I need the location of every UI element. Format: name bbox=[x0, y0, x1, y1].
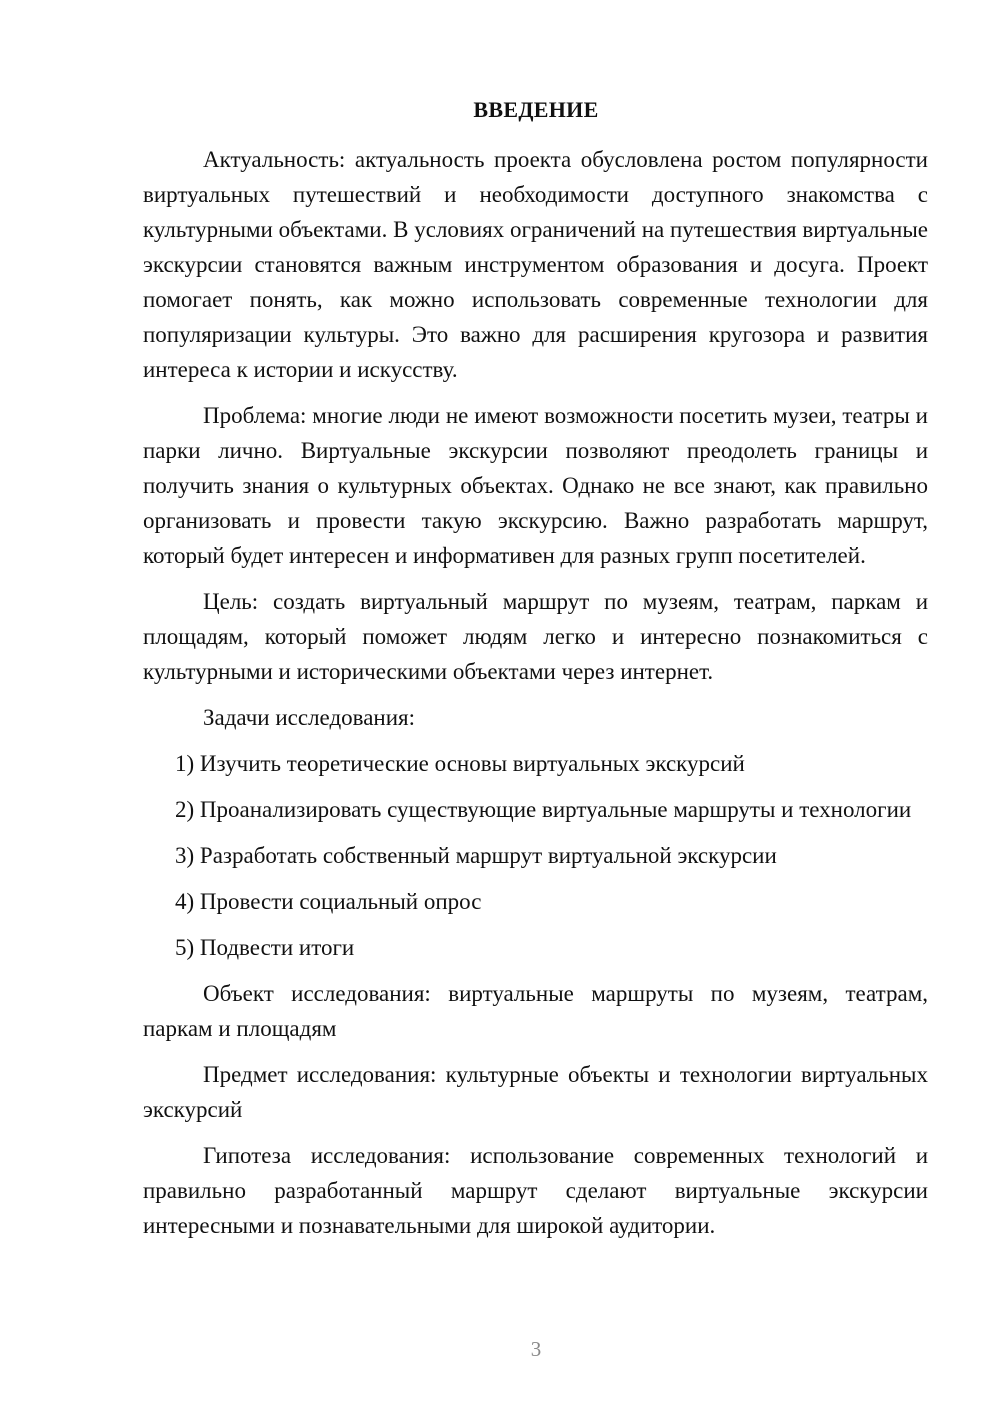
task-item-3: 3) Разработать собственный маршрут виртуальной экскурсии bbox=[175, 843, 777, 868]
goal-paragraph: Цель: создать виртуальный маршрут по музеям, театрам, паркам и площадям, который поможет людям легко и интересно познакомиться с культурными и историческими объектами через интернет. bbox=[143, 589, 928, 684]
relevance-paragraph: Актуальность: актуальность проекта обусловлена ростом популярности виртуальных путешествий и необходимости доступного знакомства с культурными объектами. В условиях ограничений на путешествия виртуальные экскурсии становятся важным инструментом образования и досуга. Проект помогает понять, как можно использовать современные технологии для популяризации культуры. Это важно для расширения кругозора и развития интереса к истории и искусству. bbox=[143, 147, 928, 382]
task-item-1: 1) Изучить теоретические основы виртуальных экскурсий bbox=[175, 751, 745, 776]
subject-paragraph: Предмет исследования: культурные объекты и технологии виртуальных экскурсий bbox=[143, 1062, 928, 1122]
task-item-5: 5) Подвести итоги bbox=[175, 935, 355, 960]
page-title: ВВЕДЕНИЕ bbox=[473, 97, 599, 122]
object-paragraph: Объект исследования: виртуальные маршруты по музеям, театрам, паркам и площадям bbox=[143, 981, 928, 1041]
task-item-4: 4) Провести социальный опрос bbox=[175, 889, 482, 914]
tasks-heading: Задачи исследования: bbox=[203, 705, 416, 730]
document-body bbox=[143, 142, 928, 1254]
task-item-2: 2) Проанализировать существующие виртуальные маршруты и технологии bbox=[175, 797, 912, 822]
page-number: 3 bbox=[530, 1337, 542, 1361]
problem-paragraph: Проблема: многие люди не имеют возможности посетить музеи, театры и парки лично. Виртуальные экскурсии позволяют преодолеть границы и получить знания о культурных объектах. Однако не все знают, как правильно организовать и провести такую экскурсию. Важно разработать маршрут, который будет интересен и информативен для разных групп посетителей. bbox=[143, 403, 928, 568]
hypothesis-paragraph: Гипотеза исследования: использование современных технологий и правильно разработанный маршрут сделают виртуальные экскурсии интересными и познавательными для широкой аудитории. bbox=[143, 1143, 928, 1238]
